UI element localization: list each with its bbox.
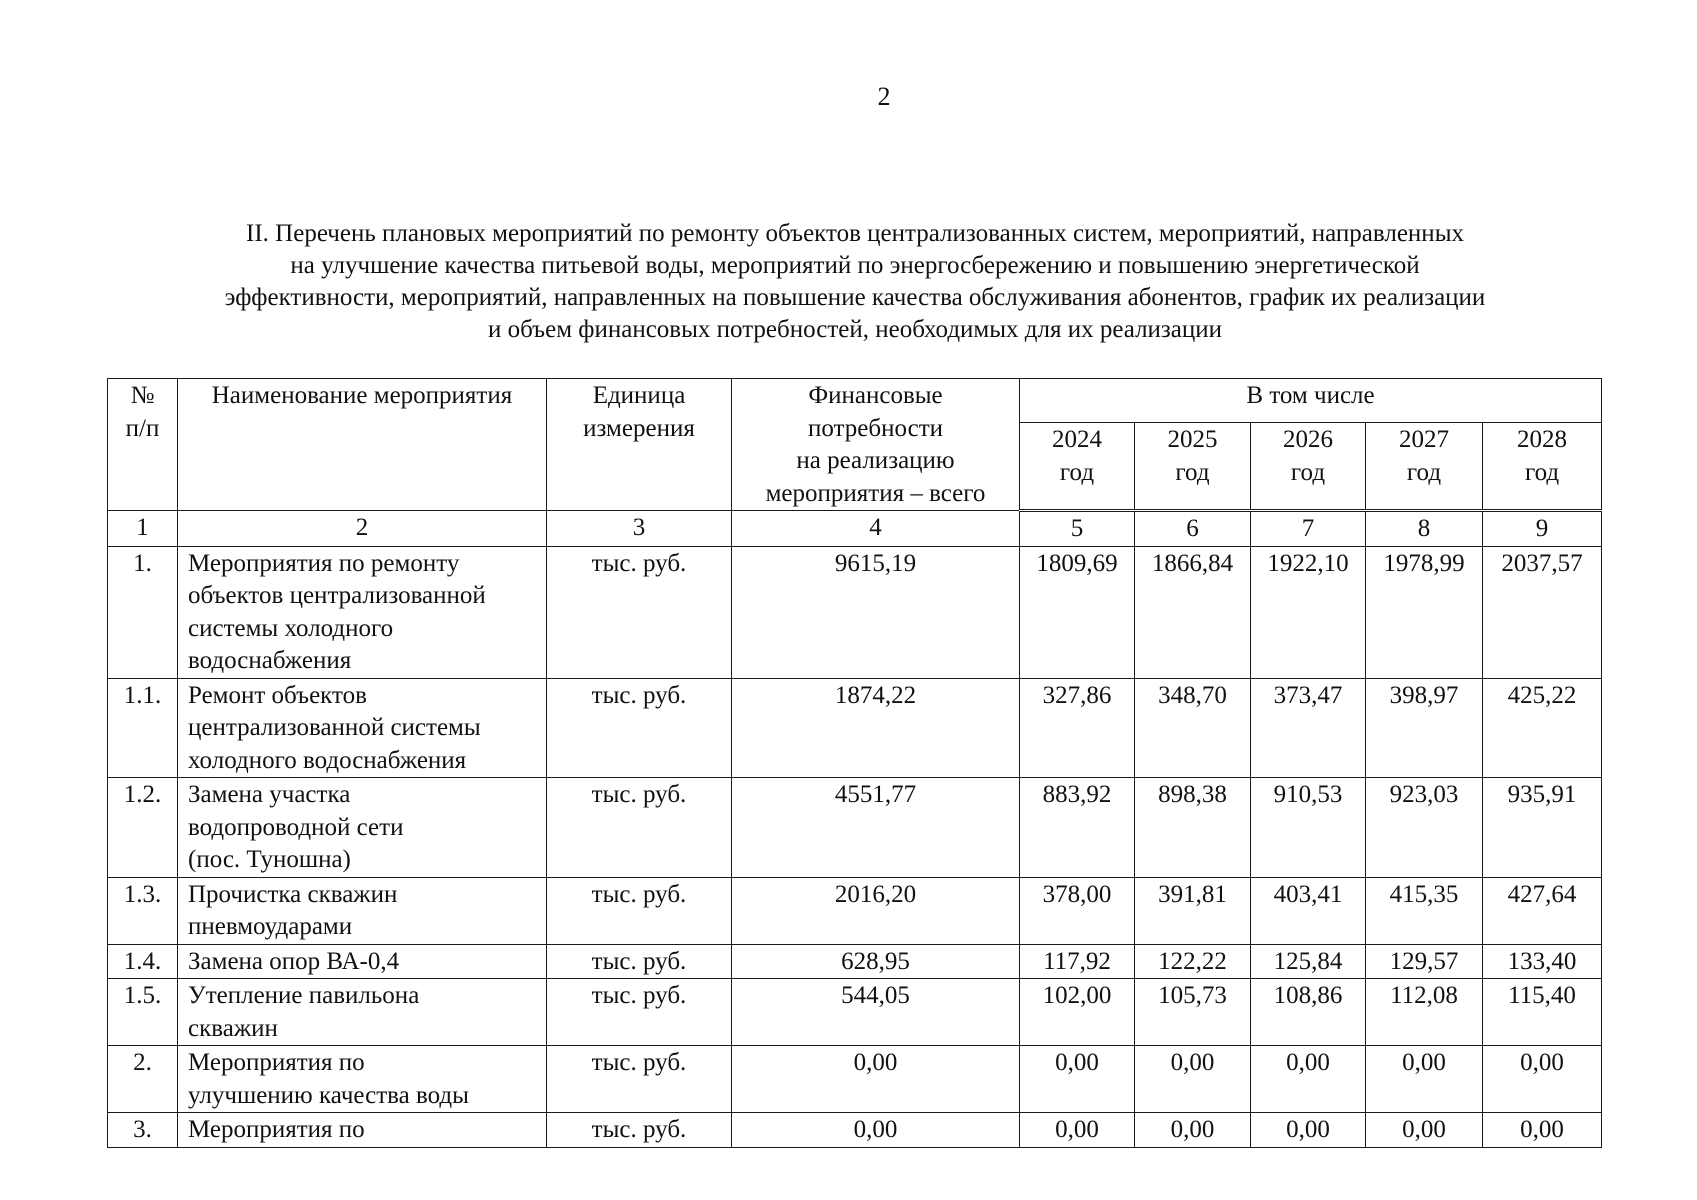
column-number: 7	[1251, 511, 1366, 547]
title-line: и объем финансовых потребностей, необходимых для их реализации	[487, 316, 1223, 343]
header-year-value: 2024	[1052, 426, 1102, 454]
row-total: 628,95	[732, 944, 1020, 979]
row-name-line: скважин	[188, 1014, 278, 1042]
row-total: 2016,20	[732, 877, 1020, 944]
row-name	[178, 1113, 547, 1148]
row-name-line: Замена участка	[188, 781, 351, 808]
row-year-value: 1809,69	[1020, 546, 1135, 678]
header-unit-line: Единица	[592, 382, 686, 409]
column-number: 3	[547, 511, 732, 547]
row-name-line: (пос. Туношна)	[188, 846, 351, 873]
row-year-value: 1866,84	[1135, 546, 1251, 678]
row-year-value: 0,00	[1366, 1046, 1483, 1113]
row-year-value: 1978,99	[1366, 546, 1483, 678]
row-number: 1.3.	[108, 877, 178, 944]
header-year	[1020, 423, 1135, 511]
row-name-line: водоснабжения	[188, 647, 352, 674]
header-year-suffix: год	[1175, 458, 1210, 486]
row-year-value: 115,40	[1483, 979, 1602, 1046]
row-year-value: 0,00	[1366, 1113, 1483, 1148]
page-number: 2	[877, 82, 891, 111]
title-line: на улучшение качества питьевой воды, мероприятий по энергосбережению и повышению энергетической	[290, 252, 1420, 279]
header-year-value: 2027	[1399, 426, 1449, 454]
table-body	[108, 546, 1602, 1147]
row-name-line: объектов централизованной	[188, 582, 486, 609]
column-number-row	[108, 511, 1602, 547]
row-name-line: Замена опор ВА-0,4	[188, 947, 400, 975]
row-number: 1.2.	[108, 778, 178, 878]
header-total-line: мероприятия – всего	[765, 479, 986, 507]
row-name	[178, 778, 547, 878]
row-name-line: Мероприятия по	[188, 1049, 365, 1076]
row-year-value: 2037,57	[1483, 546, 1602, 678]
row-year-value: 378,00	[1020, 877, 1135, 944]
header-number	[108, 379, 178, 511]
row-year-value: 112,08	[1366, 979, 1483, 1046]
row-year-value: 923,03	[1366, 778, 1483, 878]
header-year-value: 2028	[1517, 426, 1568, 454]
header-number-line: п/п	[125, 414, 160, 442]
row-year-value: 117,92	[1020, 944, 1135, 979]
header-year	[1366, 423, 1483, 511]
row-name	[178, 678, 547, 778]
header-number-line: №	[130, 382, 155, 409]
row-number: 1.4.	[108, 944, 178, 979]
row-year-value: 910,53	[1251, 778, 1366, 878]
header-name: Наименование мероприятия	[178, 379, 547, 511]
title-line: II. Перечень плановых мероприятий по ремонту объектов централизованных систем, мероприятий, направленных	[246, 220, 1464, 247]
title-line: эффективности, мероприятий, направленных на повышение качества обслуживания абонентов, график их реализации	[224, 284, 1486, 311]
table-row	[108, 778, 1602, 878]
row-year-value: 403,41	[1251, 877, 1366, 944]
header-year-value: 2025	[1167, 426, 1218, 454]
header-including: В том числе	[1020, 379, 1602, 423]
row-name-line: улучшению качества воды	[188, 1081, 469, 1109]
section-title	[110, 218, 1600, 346]
header-year	[1251, 423, 1366, 511]
row-number: 2.	[108, 1046, 178, 1113]
header-total-line: потребности	[808, 414, 943, 442]
header-unit	[547, 379, 732, 511]
row-total: 544,05	[732, 979, 1020, 1046]
row-year-value: 0,00	[1135, 1113, 1251, 1148]
header-unit-line: измерения	[583, 414, 695, 442]
row-year-value: 391,81	[1135, 877, 1251, 944]
row-year-value: 133,40	[1483, 944, 1602, 979]
row-name-line: пневмоударами	[188, 913, 353, 940]
row-name	[178, 546, 547, 678]
row-name-line: Прочистка скважин	[188, 880, 398, 908]
row-year-value: 0,00	[1020, 1113, 1135, 1148]
column-number: 9	[1483, 511, 1602, 547]
row-year-value: 0,00	[1135, 1046, 1251, 1113]
header-year-suffix: год	[1406, 458, 1442, 486]
row-year-value: 122,22	[1135, 944, 1251, 979]
row-year-value: 0,00	[1483, 1113, 1602, 1148]
row-unit: тыс. руб.	[547, 1113, 732, 1148]
row-unit: тыс. руб.	[547, 778, 732, 878]
row-name-line: Ремонт объектов	[188, 681, 367, 709]
table-header-row	[108, 379, 1602, 423]
row-year-value: 427,64	[1483, 877, 1602, 944]
column-number: 4	[732, 511, 1020, 547]
row-year-value: 0,00	[1251, 1113, 1366, 1148]
row-year-value: 327,86	[1020, 678, 1135, 778]
header-total-line: Финансовые	[808, 382, 943, 409]
table-row	[108, 678, 1602, 778]
row-year-value: 102,00	[1020, 979, 1135, 1046]
header-year-value: 2026	[1283, 426, 1333, 454]
row-total: 9615,19	[732, 546, 1020, 678]
row-name	[178, 877, 547, 944]
row-year-value: 108,86	[1251, 979, 1366, 1046]
row-unit: тыс. руб.	[547, 678, 732, 778]
row-year-value: 935,91	[1483, 778, 1602, 878]
row-year-value: 125,84	[1251, 944, 1366, 979]
row-year-value: 0,00	[1020, 1046, 1135, 1113]
header-total	[732, 379, 1020, 511]
row-name-line: системы холодного	[188, 614, 394, 642]
row-total: 1874,22	[732, 678, 1020, 778]
table-row	[108, 1046, 1602, 1113]
row-number: 3.	[108, 1113, 178, 1148]
row-unit: тыс. руб.	[547, 944, 732, 979]
table-row	[108, 1113, 1602, 1148]
row-total: 4551,77	[732, 778, 1020, 878]
row-unit: тыс. руб.	[547, 877, 732, 944]
header-year-suffix: год	[1524, 458, 1560, 486]
row-year-value: 898,38	[1135, 778, 1251, 878]
row-number: 1.5.	[108, 979, 178, 1046]
column-number: 1	[108, 511, 178, 547]
row-year-value: 415,35	[1366, 877, 1483, 944]
row-name-line: водопроводной сети	[188, 813, 404, 841]
financial-plan-table	[107, 378, 1602, 1148]
table-row	[108, 944, 1602, 979]
row-year-value: 0,00	[1483, 1046, 1602, 1113]
row-year-value: 129,57	[1366, 944, 1483, 979]
row-name-line: Мероприятия по	[188, 1116, 365, 1143]
row-name-line: Утепление павильона	[188, 982, 420, 1009]
table-row	[108, 877, 1602, 944]
row-name-line: централизованной системы	[188, 714, 481, 741]
row-name-line: Мероприятия по ремонту	[188, 549, 460, 577]
row-year-value: 105,73	[1135, 979, 1251, 1046]
column-number: 6	[1135, 511, 1251, 547]
column-number: 2	[178, 511, 547, 547]
row-unit: тыс. руб.	[547, 979, 732, 1046]
header-year	[1483, 423, 1602, 511]
row-number: 1.	[108, 546, 178, 678]
header-total-line: на реализацию	[796, 447, 955, 474]
header-year	[1135, 423, 1251, 511]
header-year-suffix: год	[1290, 458, 1326, 486]
row-year-value: 1922,10	[1251, 546, 1366, 678]
header-year-suffix: год	[1059, 458, 1095, 486]
row-name-line: холодного водоснабжения	[188, 746, 467, 774]
table-row	[108, 546, 1602, 678]
row-name	[178, 979, 547, 1046]
row-total: 0,00	[732, 1113, 1020, 1148]
row-year-value: 0,00	[1251, 1046, 1366, 1113]
row-total: 0,00	[732, 1046, 1020, 1113]
table-row	[108, 979, 1602, 1046]
row-name	[178, 944, 547, 979]
row-unit: тыс. руб.	[547, 546, 732, 678]
column-number: 8	[1366, 511, 1483, 547]
row-year-value: 398,97	[1366, 678, 1483, 778]
column-number: 5	[1020, 511, 1135, 547]
row-name	[178, 1046, 547, 1113]
row-unit: тыс. руб.	[547, 1046, 732, 1113]
row-year-value: 373,47	[1251, 678, 1366, 778]
row-number: 1.1.	[108, 678, 178, 778]
row-year-value: 883,92	[1020, 778, 1135, 878]
row-year-value: 425,22	[1483, 678, 1602, 778]
row-year-value: 348,70	[1135, 678, 1251, 778]
